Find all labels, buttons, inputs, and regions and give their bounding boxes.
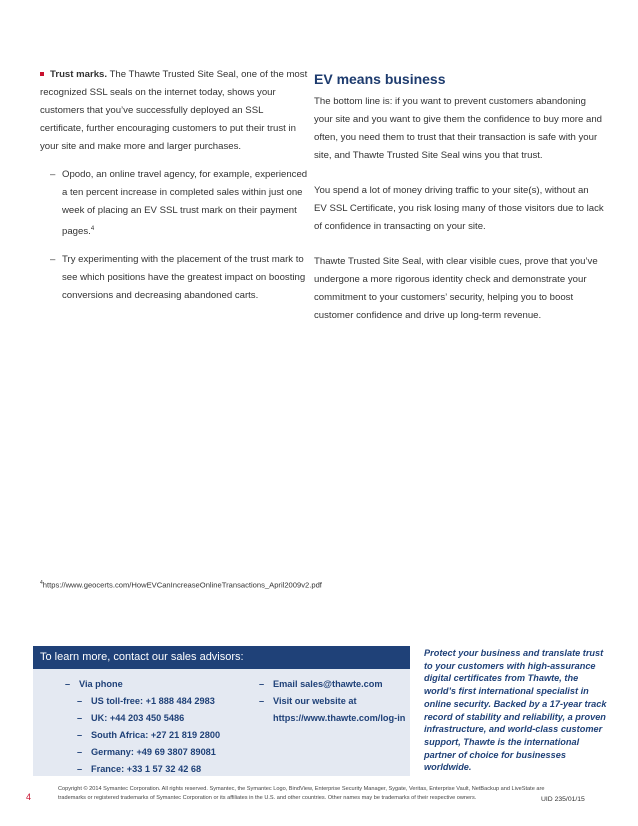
legal-notice: Copyright © 2014 Symantec Corporation. All rights reserved. Symantec, the Symantec Logo, BindView, Enterprise Security Manager, Sygate, Veritas, Enterprise Vault, NetBackup and LiveState are trademarks or registered trademarks of Symantec Corporation or its affiliates in the U.S. and other countries. Other names may be trademarks of their respective owners. <box>58 786 545 801</box>
online-contact-list <box>259 676 419 727</box>
section-title: EV means business <box>314 71 446 87</box>
left-column <box>40 66 308 305</box>
website-item: – Visit our website at <box>259 696 357 706</box>
phone-number[interactable]: – France: +33 1 57 32 42 68 <box>77 764 202 774</box>
footnote-ref: 4 <box>90 226 95 232</box>
phone-number[interactable]: – South Africa: +27 21 819 2800 <box>77 730 221 740</box>
contact-heading: To learn more, contact our sales advisors: <box>33 646 410 669</box>
footnote: $^4$https://www.geocerts.com/HowEVCanIncreaseOnlineTransactions_April2009v2.pdf <box>40 580 322 590</box>
page-number: 4 <box>26 792 32 802</box>
phone-number[interactable]: – Germany: +49 69 3807 89081 <box>77 747 216 757</box>
bullet-text: The Thawte Trusted Site Seal, one of the most recognized SSL seals on the internet today, shows your customers that you’ve successfully deployed an SSL certificate, further encouraging customers to put their trust in your site and make more and larger purchases. <box>40 69 308 152</box>
sub-item-text: Opodo, an online travel agency, for example, experienced a ten percent increase in completed sales within just one week of placing an EV SSL trust mark on their payment pages. <box>62 169 308 238</box>
document-uid: UID 235/01/15 <box>541 796 585 803</box>
sub-item: – Try experimenting with the placement of the trust mark to see which positions have the greatest impact on boosting conversions and decreasing abandoned carts. <box>50 254 306 302</box>
phone-number[interactable]: – US toll-free: +1 888 484 2983 <box>77 696 215 706</box>
phone-number[interactable]: – UK: +44 203 450 5486 <box>77 713 185 723</box>
promo-text: Protect your business and translate trust to your customers with high-assurance digital certificates from Thawte, the world’s first international specialist in online security. Backed by a 17-year track record of stability and reliability, a proven infrastructure, and world-class customer support, Thawte is the international partner of choice for businesses worldwide. <box>424 648 607 773</box>
bullet-heading: Trust marks. <box>50 69 108 80</box>
paragraph: Thawte Trusted Site Seal, with clear visible cues, prove that you’ve undergone a more rigorous identity check and demonstrate your commitment to your customers’ security, helping you to boost customer confidence and drive up long-term revenue. <box>314 256 598 321</box>
right-column <box>314 70 604 342</box>
phone-list <box>65 676 265 778</box>
email-link[interactable]: – Email sales@thawte.com <box>259 679 383 689</box>
sub-item: – Opodo, an online travel agency, for example, experienced a ten percent increase in completed sales within just one week of placing an EV SSL trust mark on their payment pages.$^4$ <box>50 169 308 238</box>
paragraph: The bottom line is: if you want to prevent customers abandoning your site and you want to give them the confidence to buy more and often, you need them to trust that their transaction is safe with your site, and Thawte Trusted Site Seal wins you that trust. <box>314 96 602 161</box>
trust-marks-bullet <box>40 66 308 156</box>
paragraph: You spend a lot of money driving traffic to your site(s), without an EV SSL Certificate, you risk losing many of those visitors due to lack of confidence in transacting on your site. <box>314 185 604 232</box>
contact-panel <box>33 646 410 776</box>
footnote-link[interactable]: https://www.geocerts.com/HowEVCanIncreaseOnlineTransactions_April2009v2.pdf <box>42 580 322 590</box>
via-phone-item: – Via phone <box>65 679 123 689</box>
website-link[interactable]: https://www.thawte.com/log-in <box>273 713 406 723</box>
bullet-square-icon <box>40 72 44 76</box>
sub-item-text: Try experimenting with the placement of the trust mark to see which positions have the greatest impact on boosting conversions and decreasing abandoned carts. <box>62 254 306 302</box>
